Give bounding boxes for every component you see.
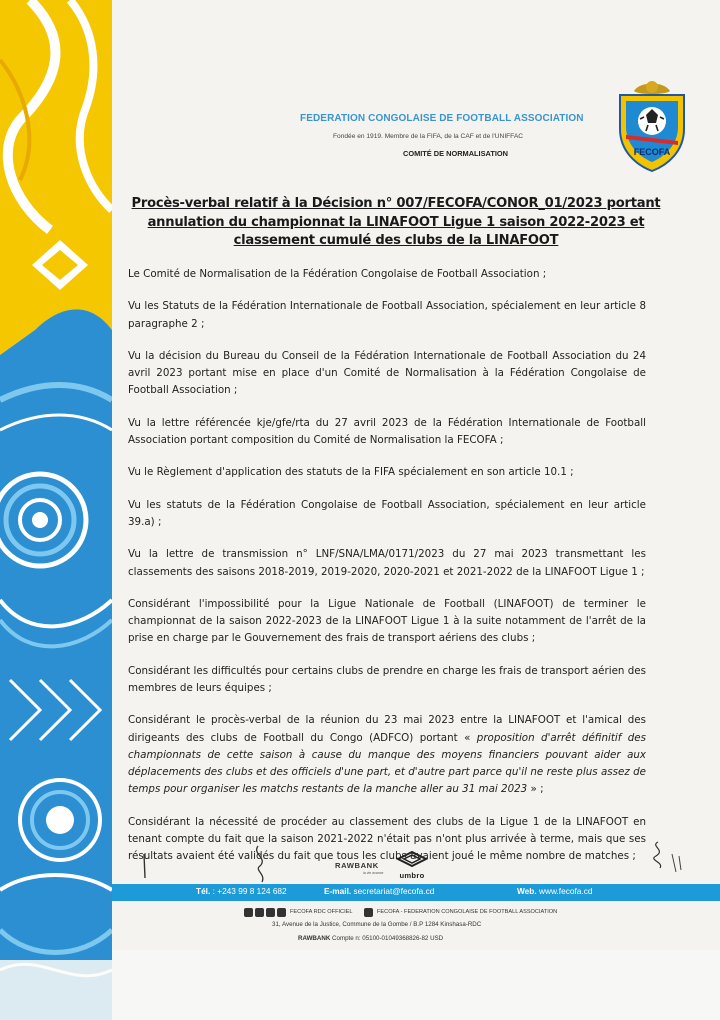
federation-name: FEDERATION CONGOLAISE DE FOOTBALL ASSOCIATION bbox=[300, 113, 584, 124]
signature-mark bbox=[654, 842, 661, 868]
fecofa-logo bbox=[612, 77, 692, 173]
paragraph: Vu la lettre de transmission n° LNF/SNA/LMA/0171/2023 du 27 mai 2023 transmettant les classements des saisons 2018-2019, 2019-2020, 2020-2021 et 2021-2022 de la LINAFOOT Ligue 1 ; bbox=[128, 548, 646, 578]
founded-line: Fondée en 1919. Membre de la FIFA, de la CAF et de l'UNIFFAC bbox=[333, 133, 524, 140]
rawbank-name: RAWBANK bbox=[335, 861, 379, 870]
paragraph: Considérant l'impossibilité pour la Ligue Nationale de Football (LINAFOOT) de terminer le championnat de la saison 2022-2023 de la LINAFOOT Ligue 1 à la suite notamment de l'arrêt de la prise en charge par le Gouvernement des frais de transport aériens des clubs ; bbox=[128, 597, 646, 645]
web-label: Web. bbox=[517, 886, 537, 896]
title-line-2: annulation du championnat la LINAFOOT Ligue 1 saison 2022-2023 et bbox=[147, 214, 645, 230]
paragraph: Vu les Statuts de la Fédération Internationale de Football Association, spécialement en leur article 8 paragraphe 2 ; bbox=[128, 300, 646, 330]
paragraph: Vu les statuts de la Fédération Congolaise de Football Association, spécialement en leur article 39.a) ; bbox=[128, 498, 646, 528]
youtube-icon bbox=[244, 908, 253, 917]
signature-mark bbox=[144, 854, 145, 878]
paragraph: Le Comité de Normalisation de la Fédération Congolaise de Football Association ; bbox=[128, 268, 547, 280]
paragraph: Vu le Règlement d'application des statuts de la FIFA spécialement en son article 10.1 ; bbox=[128, 466, 574, 479]
phone-label: Tél. bbox=[196, 886, 211, 896]
phone-number: : +243 99 8 124 682 bbox=[212, 886, 287, 896]
social-handle: FECOFA RDC OFFICIEL bbox=[290, 909, 353, 915]
page-bottom-margin bbox=[112, 950, 720, 1020]
signature-mark bbox=[257, 846, 263, 882]
paragraph: Vu la décision du Bureau du Conseil de la Fédération Internationale de Football Association du 24 avril 2023 portant mise en place d'un Comité de Normalisation à la Fédération Congolaise de Football Association ; bbox=[128, 349, 646, 397]
title-line-1: Procès-verbal relatif à la Décision n° 007/FECOFA/CONOR_01/2023 portant bbox=[131, 196, 661, 211]
letterhead bbox=[300, 113, 620, 158]
paragraph bbox=[128, 712, 646, 798]
signature-mark bbox=[672, 854, 681, 872]
umbro-name: umbro bbox=[399, 871, 425, 880]
umbro-diamond-icon bbox=[396, 851, 428, 867]
quoted-proposal: proposition d'arrêt définitif des championnats de cette saison à cause du manque des moyens financiers pouvant aider aux déplacements des clubs et des officiels d'une part, et d'autre part parce qu'il ne reste plus assez de temps pour organiser les matchs restants de la manche aller au 31 mai 2023 bbox=[128, 731, 647, 796]
document-title bbox=[120, 195, 672, 251]
social-links bbox=[244, 906, 664, 920]
email-address: secretariat@fecofa.cd bbox=[353, 886, 435, 896]
linkedin-icon bbox=[277, 908, 286, 917]
title-line-3: classement cumulé des clubs de la LINAFOOT bbox=[233, 233, 559, 248]
phone-info bbox=[196, 886, 287, 896]
paragraph-text: » ; bbox=[527, 783, 544, 796]
umbro-sponsor-logo bbox=[392, 851, 432, 880]
rawbank-tagline: la vie avance bbox=[363, 871, 384, 875]
facebook-page-name: FECOFA - FEDERATION CONGOLAISE DE FOOTBALL ASSOCIATION bbox=[377, 909, 558, 915]
paragraph: Considérant les difficultés pour certains clubs de prendre en charge les frais de transport aérien des membres de leurs équipes ; bbox=[128, 664, 646, 694]
logo-text: FECOFA bbox=[633, 147, 671, 157]
paragraph-text: Considérant le procès-verbal de la réunion du 23 mai 2023 entre la LINAFOOT et l'amical des dirigeants des clubs de Football du Congo (ADFCO) portant « bbox=[128, 714, 646, 744]
email-label: E-mail. bbox=[324, 886, 352, 896]
bank-account-number: Compte n: 05100-01049368826-82 USD bbox=[330, 935, 444, 942]
paragraph: Vu la lettre référencée kje/gfe/rta du 27 avril 2023 de la Fédération Internationale de Football Association portant composition du Comité de Normalisation la FECOFA ; bbox=[128, 416, 646, 446]
web-info bbox=[517, 886, 592, 896]
contact-bar bbox=[112, 884, 720, 901]
committee-name: COMITÉ DE NORMALISATION bbox=[403, 149, 508, 158]
web-address: www.fecofa.cd bbox=[538, 886, 593, 896]
document-body bbox=[128, 266, 646, 880]
facebook-icon bbox=[364, 908, 373, 917]
decorative-border bbox=[0, 0, 112, 1020]
postal-address: 31, Avenue de la Justice, Commune de la Gombe / B.P 1284 Kinshasa-RDC bbox=[272, 921, 482, 928]
twitter-icon bbox=[255, 908, 264, 917]
rawbank-sponsor-logo bbox=[335, 861, 383, 875]
email-info bbox=[324, 886, 434, 896]
bank-name: RAWBANK bbox=[298, 935, 331, 942]
instagram-icon bbox=[266, 908, 275, 917]
paragraph: Considérant la nécessité de procéder au classement des clubs de la Ligue 1 de la LINAFOOT en tenant compte du fait que la saison 2021-2022 n'était pas n'ont plus arrivée à terme, mais que ses résultats avaient été validés du fait que tous les clubs avaient joué le même nombre de matches ; bbox=[128, 815, 646, 862]
bank-account bbox=[298, 935, 443, 942]
